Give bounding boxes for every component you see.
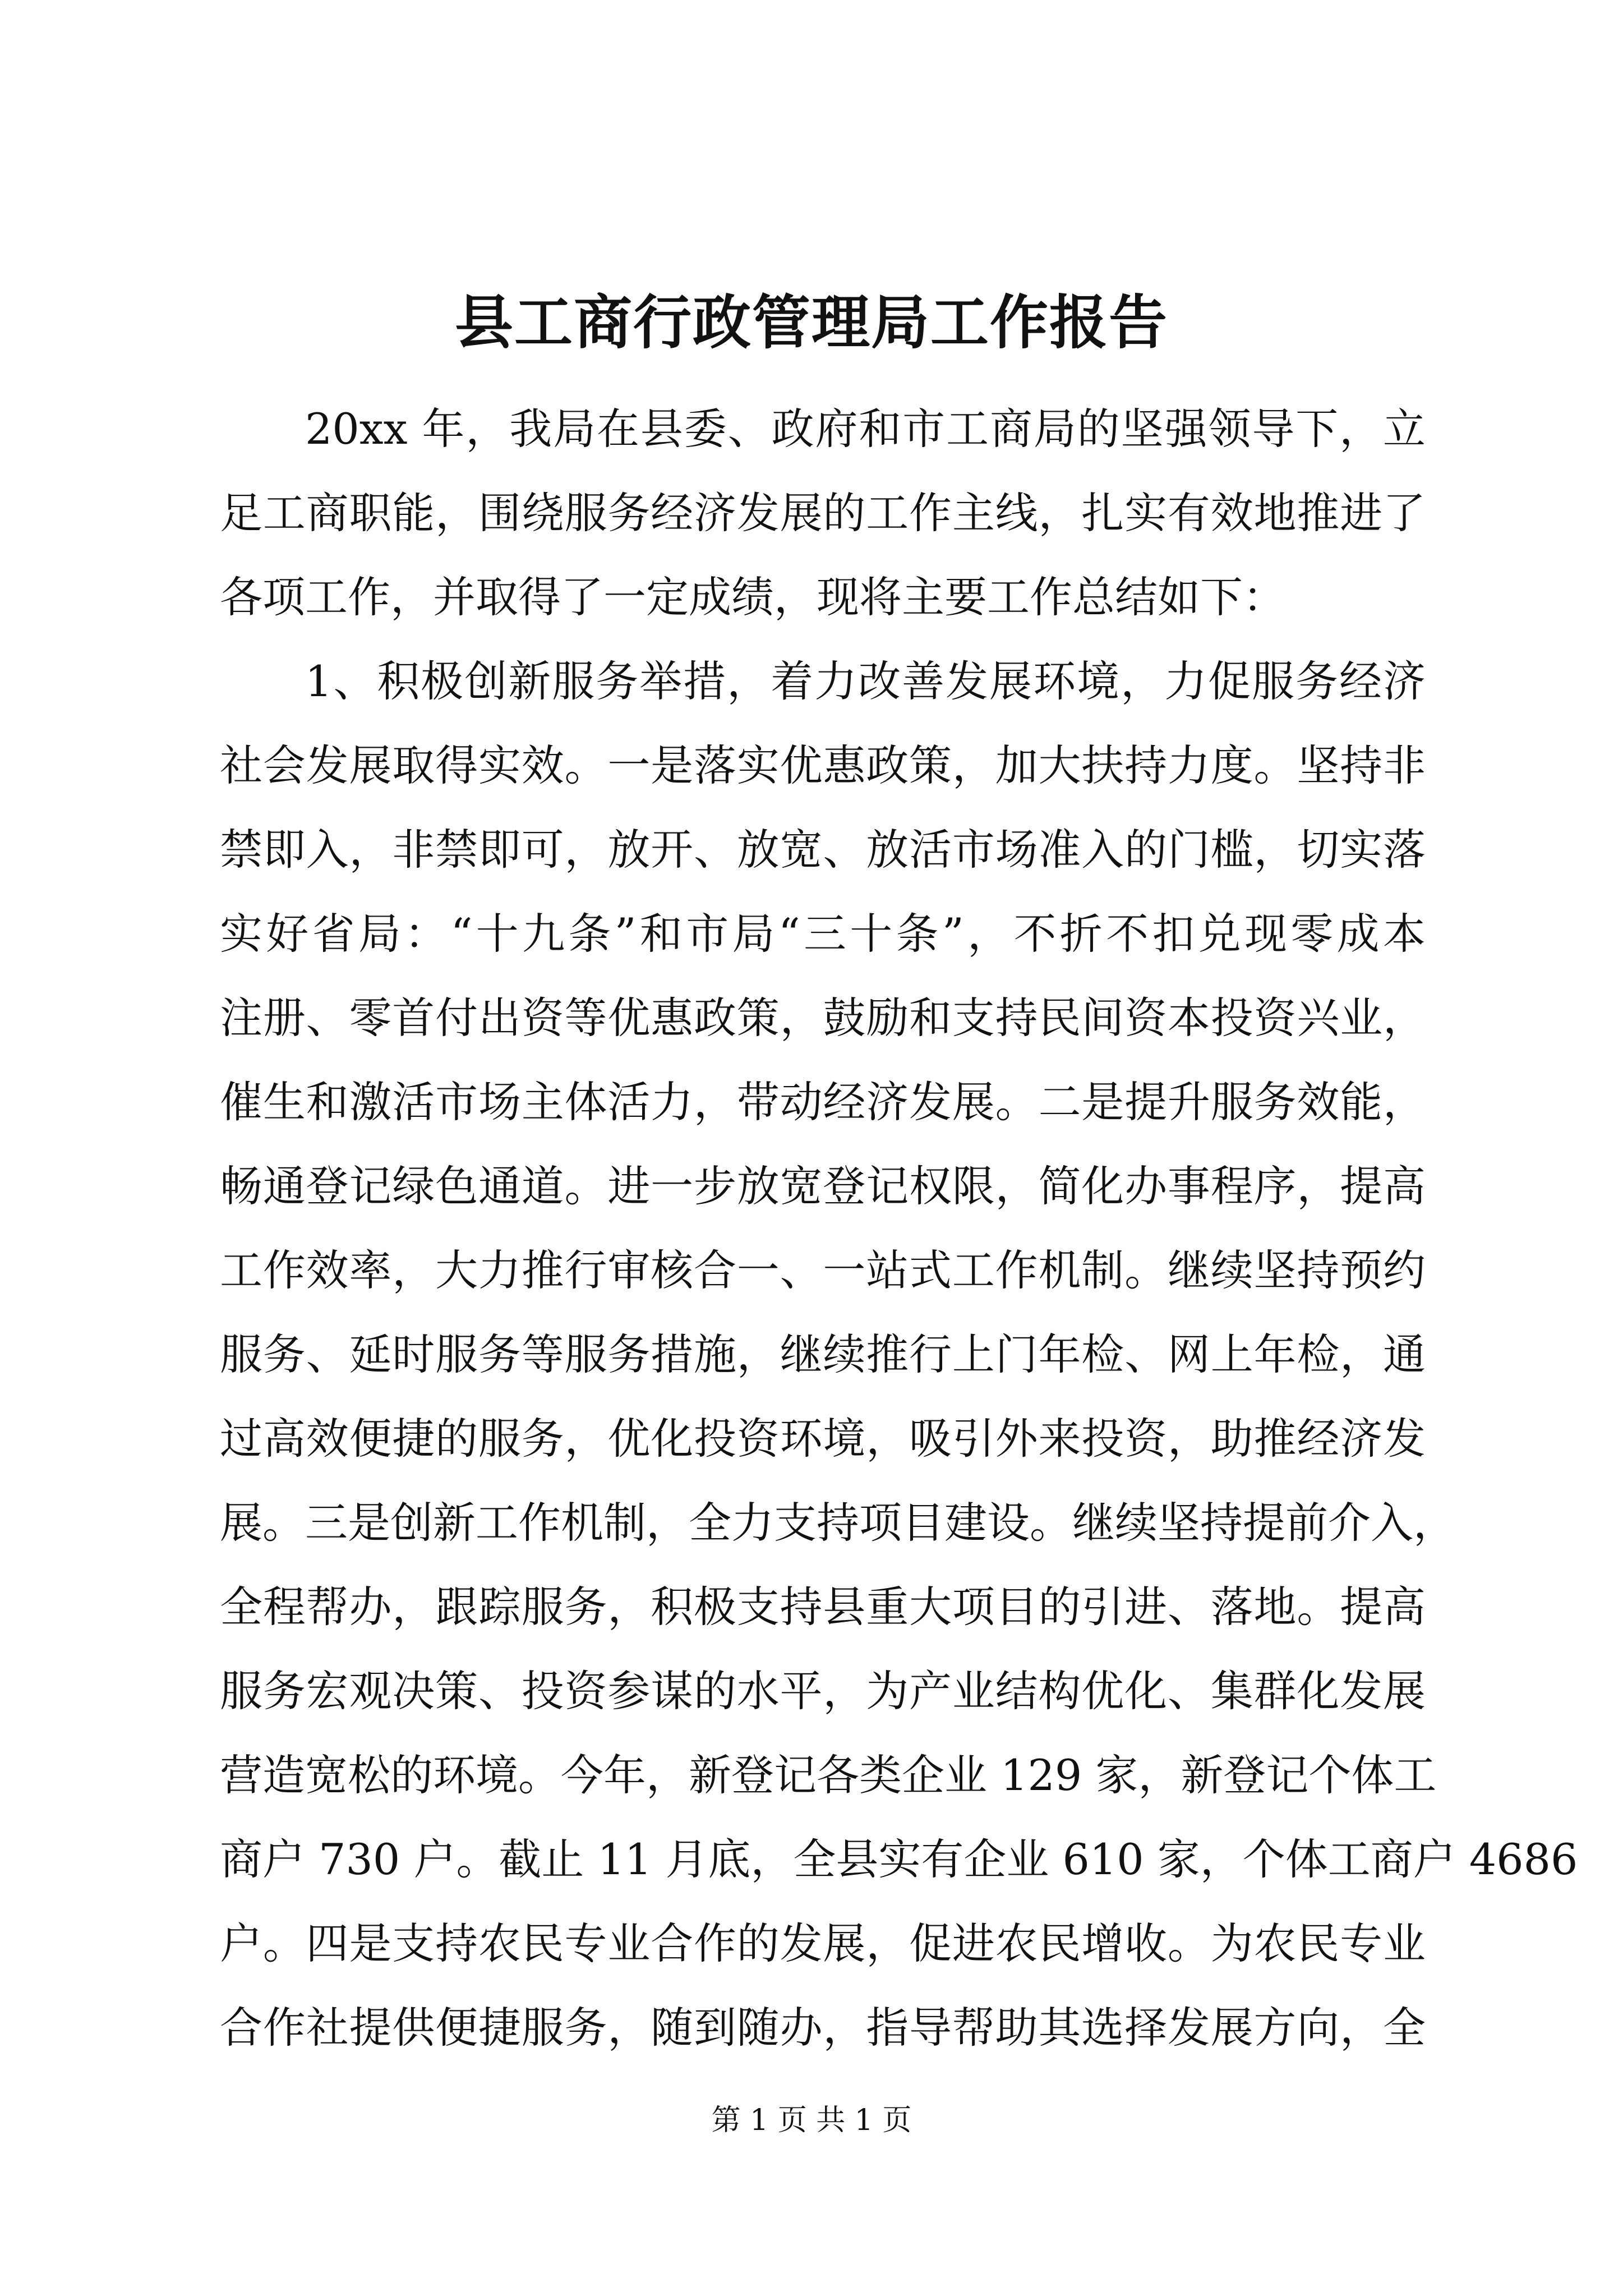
- document-title: 县工商行政管理局工作报告: [454, 288, 1168, 357]
- body-line: 户。四是支持农民专业合作的发展，促进农民增收。为农民专业: [220, 1918, 1426, 1968]
- body-line: 商户 730 户。截止 11 月底，全县实有企业 610 家，个体工商户 4686: [220, 1834, 1578, 1884]
- body-line: 社会发展取得实效。一是落实优惠政策，加大扶持力度。坚持非: [220, 740, 1426, 790]
- body-line: 各项工作，并取得了一定成绩，现将主要工作总结如下：: [220, 572, 1285, 622]
- body-line: 展。三是创新工作机制，全力支持项目建设。继续坚持提前介入，: [220, 1498, 1456, 1548]
- body-line: 营造宽松的环境。今年，新登记各类企业 129 家，新登记个体工: [220, 1750, 1437, 1800]
- body-line: 足工商职能，围绕服务经济发展的工作主线，扎实有效地推进了: [220, 488, 1426, 538]
- body-line: 禁即入，非禁即可，放开、放宽、放活市场准入的门槛，切实落: [220, 825, 1426, 875]
- body-line: 20xx 年，我局在县委、政府和市工商局的坚强领导下，立: [305, 404, 1426, 454]
- body-line: 畅通登记绿色通道。进一步放宽登记权限，简化办事程序，提高: [220, 1161, 1426, 1211]
- body-line: 合作社提供便捷服务，随到随办，指导帮助其选择发展方向，全: [220, 2003, 1426, 2053]
- body-line: 工作效率，大力推行审核合一、一站式工作机制。继续坚持预约: [220, 1245, 1426, 1295]
- document-body: [220, 387, 1578, 2070]
- page-number-footer: 第 1 页 共 1 页: [711, 2104, 912, 2137]
- body-line: 全程帮办，跟踪服务，积极支持县重大项目的引进、落地。提高: [220, 1582, 1426, 1632]
- body-line: 催生和激活市场主体活力，带动经济发展。二是提升服务效能，: [220, 1077, 1426, 1127]
- body-line: 服务、延时服务等服务措施，继续推行上门年检、网上年检，通: [220, 1329, 1426, 1379]
- body-line: 过高效便捷的服务，优化投资环境，吸引外来投资，助推经济发: [220, 1414, 1426, 1464]
- body-line: 服务宏观决策、投资参谋的水平，为产业结构优化、集群化发展: [220, 1666, 1426, 1716]
- body-line: 实好省局：“十九条”和市局“三十条”，不折不扣兑现零成本: [220, 909, 1426, 959]
- body-line: 1、积极创新服务举措，着力改善发展环境，力促服务经济: [305, 656, 1426, 706]
- body-line: 注册、零首付出资等优惠政策，鼓励和支持民间资本投资兴业，: [220, 993, 1426, 1043]
